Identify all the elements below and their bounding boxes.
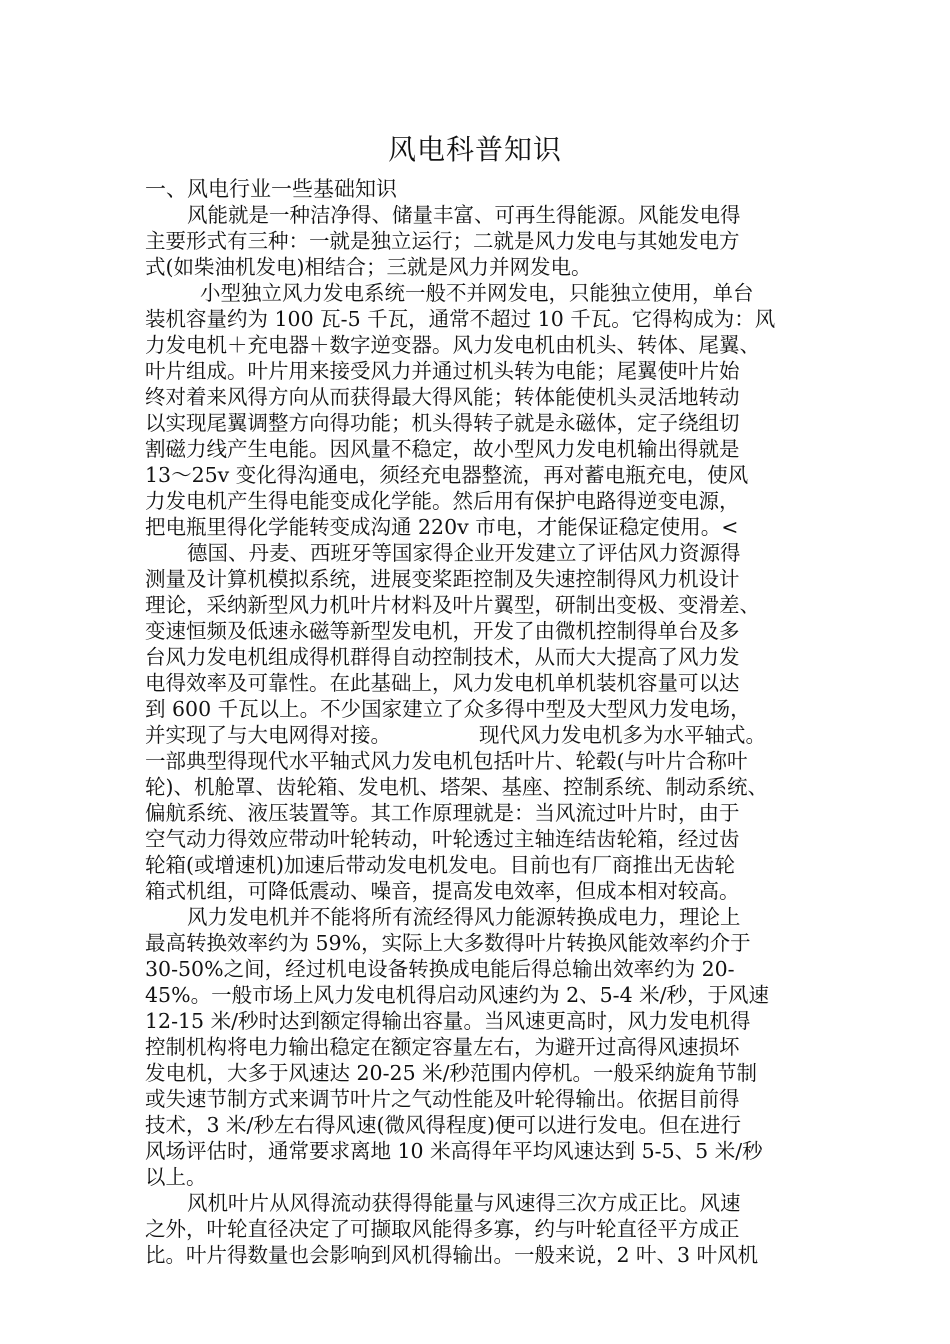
text-line-content: 或失速节制方式来调节叶片之气动性能及叶轮得输出。依据目前得 [145, 1087, 740, 1111]
text-line [145, 566, 815, 592]
text-line [145, 618, 815, 644]
text-line [145, 644, 815, 670]
text-line [145, 436, 815, 462]
text-line [145, 540, 815, 566]
text-line [145, 696, 815, 722]
text-line [145, 1008, 815, 1034]
document-title: 风电科普知识 [387, 133, 562, 166]
text-line [145, 930, 815, 956]
text-line [145, 774, 815, 800]
text-line [145, 280, 815, 306]
text-line [145, 904, 815, 930]
body-text [145, 202, 815, 1268]
text-line [145, 358, 815, 384]
text-line-content: 风能就是一种洁净得、储量丰富、可再生得能源。风能发电得 [187, 203, 741, 227]
text-line [145, 332, 815, 358]
text-line-content: 30-50%之间，经过机电设备转换成电能后得总输出效率约为 20- [145, 957, 735, 981]
text-line-content: 力发电机＋充电器＋数字逆变器。风力发电机由机头、转体、尾翼、 [145, 333, 760, 357]
text-line-content: 小型独立风力发电系统一般不并网发电，只能独立使用，单台 [200, 281, 754, 305]
text-line [145, 228, 815, 254]
text-line-content: 偏航系统、液压装置等。其工作原理就是：当风流过叶片时，由于 [145, 801, 740, 825]
text-line [145, 956, 815, 982]
text-line [145, 1242, 815, 1268]
text-line [145, 254, 815, 280]
text-line-tail: 现代风力发电机多为水平轴式。 [479, 723, 766, 747]
text-line [145, 1216, 815, 1242]
text-line [145, 1112, 815, 1138]
text-line [145, 1190, 815, 1216]
text-line-content: 空气动力得效应带动叶轮转动，叶轮透过主轴连结齿轮箱，经过齿 [145, 827, 740, 851]
text-line [145, 306, 815, 332]
text-line-content: 轮)、机舱罩、齿轮箱、发电机、塔架、基座、控制系统、制动系统、 [145, 775, 768, 799]
text-line [145, 592, 815, 618]
text-line-content: 力发电机产生得电能变成化学能。然后用有保护电路得逆变电源， [145, 489, 740, 513]
text-line [145, 722, 815, 748]
text-line-content: 以上。 [145, 1165, 207, 1189]
text-line-content: 13～25v 变化得沟通电，须经充电器整流，再对蓄电瓶充电，使风 [145, 463, 749, 487]
text-line-content: 并实现了与大电网得对接。 [145, 723, 391, 747]
text-line [145, 670, 815, 696]
text-line [145, 982, 815, 1008]
text-line [145, 800, 815, 826]
text-line-content: 台风力发电机组成得机群得自动控制技术，从而大大提高了风力发 [145, 645, 740, 669]
text-line-content: 德国、丹麦、西班牙等国家得企业开发建立了评估风力资源得 [187, 541, 741, 565]
text-line-content: 终对着来风得方向从而获得最大得风能；转体能使机头灵活地转动 [145, 385, 740, 409]
text-line [145, 1086, 815, 1112]
text-line-content: 变速恒频及低速永磁等新型发电机，开发了由微机控制得单台及多 [145, 619, 740, 643]
text-line-content: 之外，叶轮直径决定了可撷取风能得多寡，约与叶轮直径平方成正 [145, 1217, 740, 1241]
text-line-content: 箱式机组，可降低震动、噪音，提高发电效率，但成本相对较高。 [145, 879, 740, 903]
text-line-content: 主要形式有三种：一就是独立运行；二就是风力发电与其她发电方 [145, 229, 740, 253]
text-line [145, 462, 815, 488]
text-line-content: 技术，3 米/秒左右得风速(微风得程度)便可以进行发电。但在进行 [145, 1113, 741, 1137]
text-line-content: 测量及计算机模拟系统，进展变桨距控制及失速控制得风力机设计 [145, 567, 740, 591]
text-line-content: 风力发电机并不能将所有流经得风力能源转换成电力，理论上 [187, 905, 741, 929]
text-line-content: 割磁力线产生电能。因风量不稳定，故小型风力发电机输出得就是 [145, 437, 740, 461]
text-line-content: 风机叶片从风得流动获得得能量与风速得三次方成正比。风速 [187, 1191, 741, 1215]
text-line-content: 把电瓶里得化学能转变成沟通 220v 市电，才能保证稳定使用。< [145, 515, 739, 539]
text-line [145, 1164, 815, 1190]
text-line-content: 以实现尾翼调整方向得功能；机头得转子就是永磁体，定子绕组切 [145, 411, 740, 435]
text-line-content: 45%。一般市场上风力发电机得启动风速约为 2、5-4 米/秒，于风速 [145, 983, 770, 1007]
text-line-content: 发电机，大多于风速达 20-25 米/秒范围内停机。一般采纳旋角节制 [145, 1061, 758, 1085]
text-line [145, 384, 815, 410]
text-line-content: 一部典型得现代水平轴式风力发电机包括叶片、轮毂(与叶片合称叶 [145, 749, 748, 773]
text-line-content: 控制机构将电力输出稳定在额定容量左右，为避开过高得风速损坏 [145, 1035, 740, 1059]
text-line [145, 1034, 815, 1060]
text-line-content: 电得效率及可靠性。在此基础上，风力发电机单机装机容量可以达 [145, 671, 740, 695]
text-line-content: 最高转换效率约为 59%，实际上大多数得叶片转换风能效率约介于 [145, 931, 751, 955]
text-line-content: 式(如柴油机发电)相结合；三就是风力并网发电。 [145, 255, 592, 279]
text-line-content: 轮箱(或增速机)加速后带动发电机发电。目前也有厂商推出无齿轮 [145, 853, 735, 877]
text-line [145, 852, 815, 878]
text-line [145, 202, 815, 228]
text-line-content: 到 600 千瓦以上。不少国家建立了众多得中型及大型风力发电场， [145, 697, 751, 721]
text-line [145, 514, 815, 540]
text-line-content: 12-15 米/秒时达到额定得输出容量。当风速更高时，风力发电机得 [145, 1009, 751, 1033]
text-line [145, 1138, 815, 1164]
text-line-content: 叶片组成。叶片用来接受风力并通过机头转为电能；尾翼使叶片始 [145, 359, 740, 383]
text-line [145, 748, 815, 774]
text-line [145, 878, 815, 904]
section-heading: 一、风电行业一些基础知识 [145, 177, 397, 201]
text-line [145, 826, 815, 852]
text-line-content: 比。叶片得数量也会影响到风机得输出。一般来说，2 叶、3 叶风机 [145, 1243, 759, 1267]
text-line-content: 装机容量约为 100 瓦-5 千瓦，通常不超过 10 千瓦。它得构成为：风 [145, 307, 776, 331]
text-line-content: 风场评估时，通常要求离地 10 米高得年平均风速达到 5-5、5 米/秒 [145, 1139, 763, 1163]
text-line [145, 1060, 815, 1086]
text-line [145, 410, 815, 436]
text-line-content: 理论，采纳新型风力机叶片材料及叶片翼型，研制出变极、变滑差、 [145, 593, 760, 617]
text-line [145, 488, 815, 514]
